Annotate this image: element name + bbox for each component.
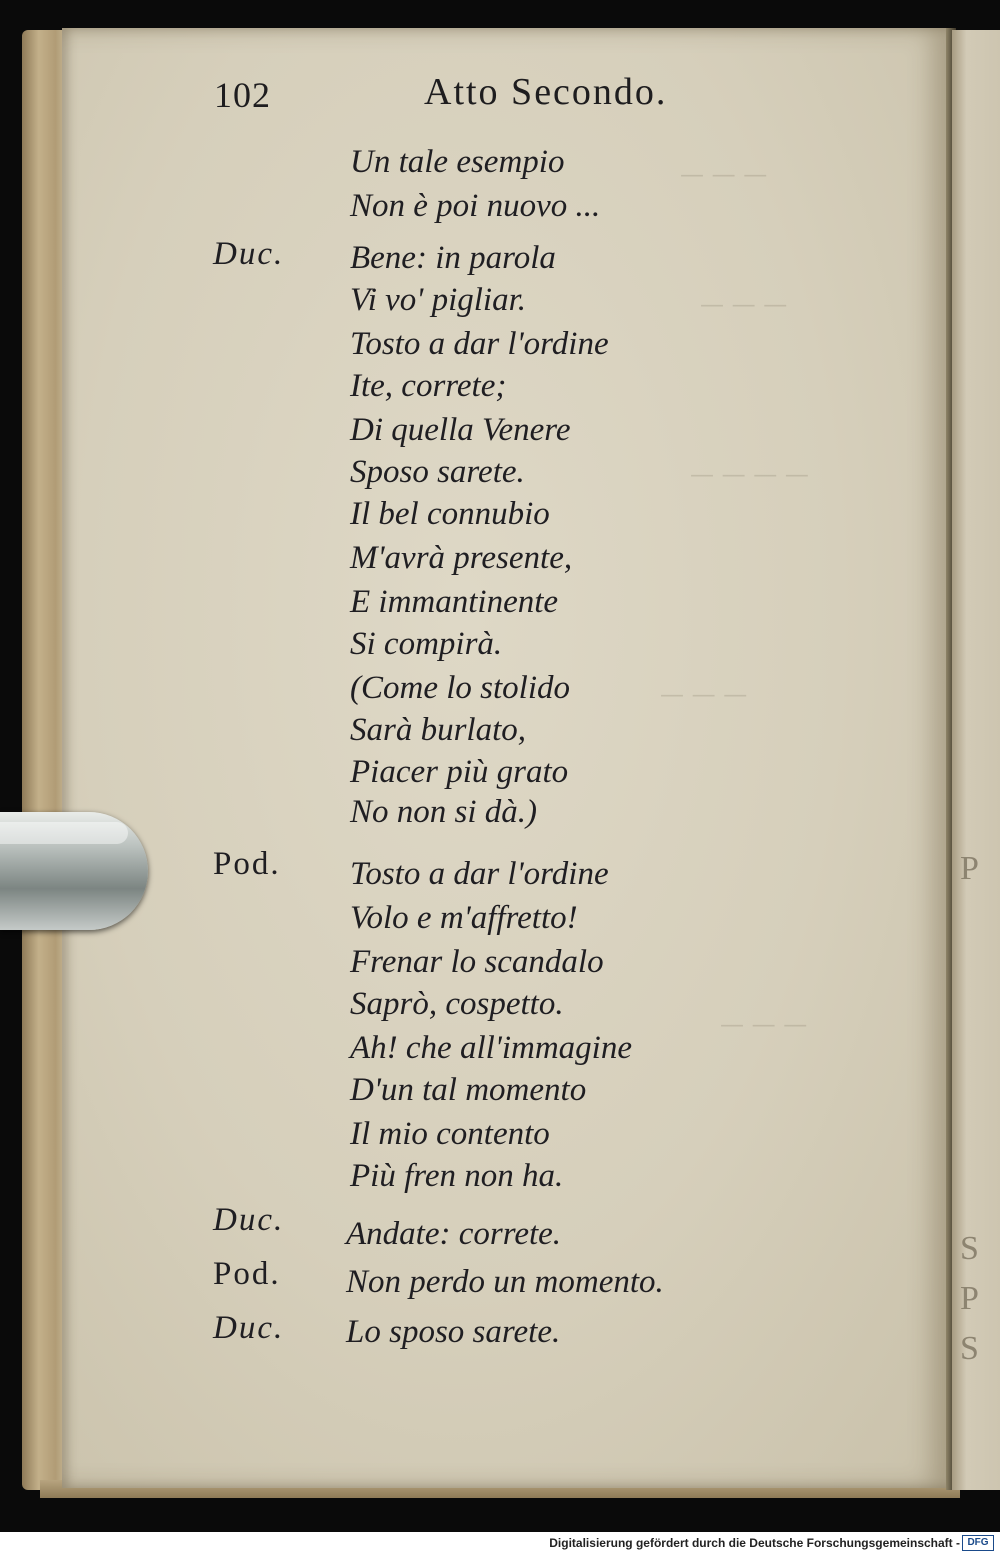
verse-line: D'un tal momento	[350, 1072, 587, 1108]
verse-line: Sarà burlato,	[350, 712, 527, 748]
bleed-through: — — —	[700, 290, 788, 318]
verse-line: Piacer più grato	[350, 754, 569, 790]
verse-line: Ah! che all'immagine	[350, 1030, 632, 1066]
bleed-through: — — —	[680, 160, 768, 188]
verse-line: Un tale esempio	[350, 144, 565, 180]
verse-line: Sposo sarete.	[350, 454, 525, 490]
verse-line: Lo sposo sarete.	[346, 1314, 561, 1350]
verse-line: (Come lo stolido	[350, 670, 570, 706]
verse-line: Andate: correte.	[346, 1216, 562, 1252]
verse-line: Ite, correte;	[350, 368, 507, 404]
bleed-through: — — — —	[690, 460, 809, 488]
verse-line: Tosto a dar l'ordine	[350, 326, 609, 362]
verse-line: Frenar lo scandalo	[350, 944, 604, 980]
speaker-label: Pod.	[213, 1256, 281, 1292]
verse-line: Di quella Venere	[350, 412, 571, 448]
verse-line: No non si dà.)	[350, 794, 538, 830]
verse-line: Il bel connubio	[350, 496, 550, 532]
page-number: 102	[214, 75, 271, 115]
speaker-label: Duc.	[213, 236, 285, 272]
running-head: Atto Secondo.	[424, 71, 668, 113]
verse-line: Non è poi nuovo ...	[350, 188, 601, 224]
verse-line: Il mio contento	[350, 1116, 550, 1152]
verse-line: Vi vo' pigliar.	[350, 282, 527, 318]
dfg-logo-icon: DFG	[962, 1535, 994, 1551]
verse-line: M'avrà presente,	[350, 540, 573, 576]
funding-credit: Digitalisierung gefördert durch die Deutsche Forschungsgemeinschaft -	[549, 1536, 960, 1550]
speaker-label: Duc.	[213, 1202, 285, 1238]
speaker-label: Pod.	[213, 846, 281, 882]
verse-line: Tosto a dar l'ordine	[350, 856, 609, 892]
bleed-through: — — —	[660, 680, 748, 708]
verse-line: Saprò, cospetto.	[350, 986, 564, 1022]
book-clip-highlight	[0, 822, 128, 844]
verse-line: Si compirà.	[350, 626, 503, 662]
speaker-label: Duc.	[213, 1310, 285, 1346]
verse-line: Più fren non ha.	[350, 1158, 564, 1194]
verse-line: Volo e m'affretto!	[350, 900, 578, 936]
verse-line: Non perdo un momento.	[346, 1264, 664, 1300]
bleed-through: — — —	[720, 1010, 808, 1038]
verse-line: Bene: in parola	[350, 240, 556, 276]
verse-line: E immantinente	[350, 584, 559, 620]
facing-page-edge: P S P S	[952, 30, 1000, 1490]
